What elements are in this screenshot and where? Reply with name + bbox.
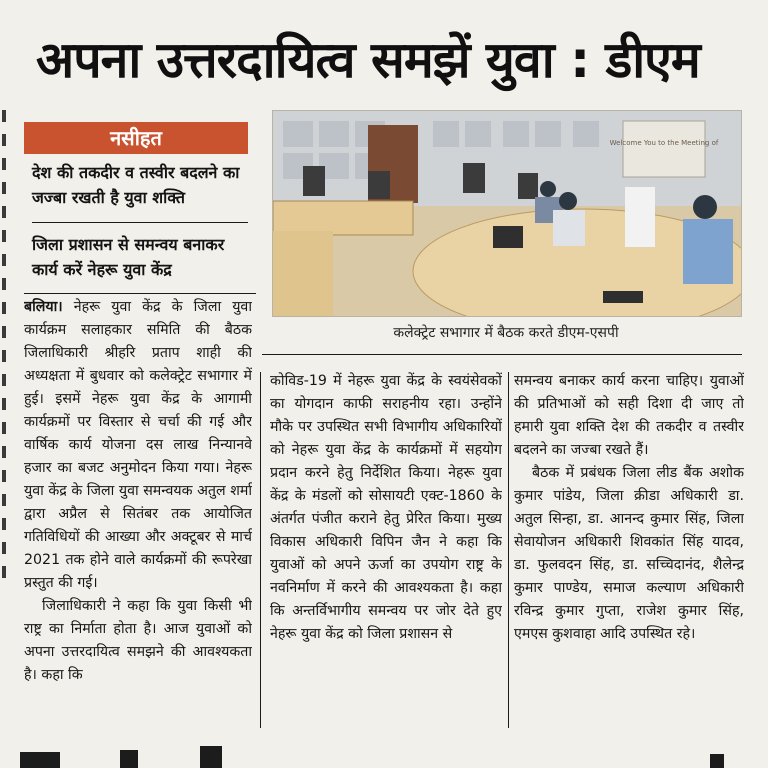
subhead-divider xyxy=(32,222,248,223)
dateline: बलिया। xyxy=(24,299,63,315)
subhead-bottom-rule xyxy=(24,293,256,294)
wall-sign-text: Welcome You to the Meeting of xyxy=(609,139,719,147)
column-1-paragraph-2: जिलाधिकारी ने कहा कि युवा किसी भी राष्ट्र का निर्माता होता है। आज युवाओं को अपना उत्तरदायित्व समझने की आवश्यकता है। कहा कि xyxy=(24,598,252,683)
meeting-room-photo xyxy=(272,110,742,317)
column-2-paragraph-1: कोविड-19 में नेहरू युवा केंद्र के स्वयंसेवकों का योगदान काफी सराहनीय रहा। उन्होंने मौके पर उपस्थित सभी विभागीय अधिकारियों को नेहरू युवा केंद्र के कार्यक्रमों में सहयोग प्रदान करने हेतु निर्देशित किया। नेहरू युवा केंद्र के मंडलों को सोसायटी एक्ट-1860 के अंतर्गत पंजीत कराने हेतु प्रेरित किया। मुख्य विकास अधिकारी विपिन जैन ने कहा कि युवाओं को अपने ऊर्जा का उपयोग राष्ट्र के नवनिर्माण में करने की आवश्यकता है। कहा कि अन्तर्विभागीय समन्वय पर जोर देते हुए नेहरू युवा केंद्र को जिला प्रशासन से xyxy=(270,373,502,642)
article-column-1 xyxy=(24,296,252,730)
article-column-2 xyxy=(270,370,502,730)
column-divider-1 xyxy=(260,372,261,728)
article-column-3 xyxy=(514,370,744,730)
section-tag: नसीहत xyxy=(24,122,248,154)
meeting-photo-illustration xyxy=(273,111,741,316)
photo-caption: कलेक्ट्रेट सभागार में बैठक करते डीएम-एसपी xyxy=(393,325,619,341)
next-headline-fragment xyxy=(10,742,758,768)
column-3-paragraph-2: बैठक में प्रबंधक जिला लीड बैंक अशोक कुमार पांडेय, जिला क्रीडा अधिकारी डा. अतुल सिन्हा, डा. आनन्द कुमार सिंह, जिला सेवायोजन अधिकारी शिवकांत सिंह यादव, डा. फुलवदन सिंह, डा. सच्चिदानंद, शैलेन्द्र कुमार पाण्डेय, समाज कल्याण अधिकारी रविन्द्र कुमार गुप्ता, राजेश कुमार सिंह, एमएस कुशवाहा आदि उपस्थित रहे। xyxy=(514,465,744,642)
column-3-paragraph-1: समन्वय बनाकर कार्य करना चाहिए। युवाओं की प्रतिभाओं को सही दिशा दी जाए तो हमारी युवा शक्ति देश की तकदीर व तस्वीर बदलने का जज्बा रखते हैं। xyxy=(514,373,744,458)
subheading-2: जिला प्रशासन से समन्वय बनाकर कार्य करें नेहरू युवा केंद्र xyxy=(32,235,225,279)
column-divider-2 xyxy=(508,372,509,728)
headline: अपना उत्तरदायित्व समझें युवा : डीएम xyxy=(36,31,700,89)
adjacent-column-fragment xyxy=(0,110,10,630)
column-1-paragraph-1: नेहरू युवा केंद्र के जिला युवा कार्यक्रम सलाहकार समिति की बैठक जिलाधिकारी श्रीहरि प्रताप शाही की अध्यक्षता में बुधवार को कलेक्ट्रेट सभागार में हुई। इसमें नेहरू युवा केंद्र के आगामी कार्यक्रमों पर विस्तार से चर्चा की गई और वार्षिक कार्य योजना दस लाख निन्यानवे हजार का बजट अनुमोदन किया गया। नेहरू युवा केंद्र के जिला युवा समन्वयक अतुल शर्मा द्वारा अप्रैल से सितंबर तक आयोजित गतिविधियों की आख्या और अक्टूबर से मार्च 2021 तक होने वाले कार्यक्रमों की रूपरेखा प्रस्तुत की गई। xyxy=(24,299,252,591)
caption-bottom-rule xyxy=(262,354,742,355)
article-paragraph xyxy=(24,296,252,595)
subheading-1: देश की तकदीर व तस्वीर बदलने का जज्बा रखती है युवा शक्ति xyxy=(32,163,240,207)
